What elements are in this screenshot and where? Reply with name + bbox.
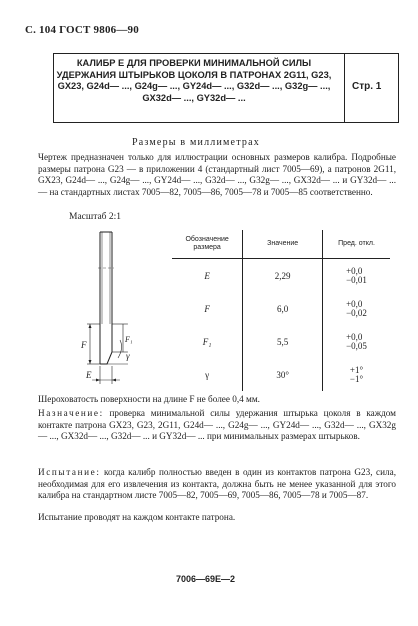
table-row bbox=[172, 358, 390, 391]
title-box bbox=[53, 53, 399, 123]
tol-lower: −1° bbox=[349, 373, 364, 384]
test-text: когда калибр полностью введен в один из контактов патрона G23, сила, необходимая для его извлечения из контакта, должна быть не менее указанной для этого калибра на стандартном листе 7005—82, 7005—69, 7005—86, 7005—78 и 7005—87. bbox=[38, 467, 396, 501]
document-code: 7006—69Е—2 bbox=[176, 574, 236, 584]
table-row bbox=[172, 292, 390, 325]
row-value: 6,0 bbox=[243, 292, 323, 325]
purpose-label: Назначение: bbox=[38, 408, 104, 418]
tol-upper: +1° bbox=[349, 364, 364, 375]
sheet-page-label: Стр. 1 bbox=[352, 81, 382, 92]
tol-lower: −0,02 bbox=[346, 307, 367, 318]
dim-label-f: F bbox=[81, 340, 87, 350]
purpose-text: проверка минимальной силы удержания штырька цоколя в каждом контакте патрона GX23, G23, 2G11, G24d— ..., G24g— ..., GY24d— ..., G32d— ..., GX32g— ..., GX32d— ..., G32d— ... и GY32d— ... при минимальных размерах штырьков. bbox=[38, 408, 396, 442]
units-note: Размеры в миллиметрах bbox=[132, 137, 260, 148]
row-tolerance bbox=[323, 259, 390, 293]
tol-lower: −0,05 bbox=[346, 340, 367, 351]
table-row bbox=[172, 259, 390, 293]
row-symbol: E bbox=[204, 270, 210, 281]
dim-label-f1: F₁ bbox=[125, 335, 133, 344]
row-symbol: γ bbox=[205, 369, 210, 380]
test-paragraph bbox=[38, 467, 396, 502]
intro-paragraph: Чертеж предназначен только для иллюстрации основных размеров калибра. Подробные размеры патрона G23 — в приложении 4 (стандартный лист 7005—69), а патронов 2G11, GX23, G24d— ..., G24g— ..., GY24d— ..., G32d— ..., G32g— ..., GX32d— ... и GY32d— ... — на стандартных листах 7005—82, 7005—86, 7005—78 и 7005—85 соответственно. bbox=[38, 152, 396, 197]
tol-upper: +0,0 bbox=[346, 265, 363, 276]
tol-upper: +0,0 bbox=[346, 331, 363, 342]
tip-chamfer bbox=[100, 352, 112, 364]
angle-gamma-arc bbox=[118, 340, 122, 358]
header-value: Значение bbox=[243, 230, 323, 259]
dim-label-gamma: γ bbox=[126, 351, 130, 361]
document-title: КАЛИБР Е ДЛЯ ПРОВЕРКИ МИНИМАЛЬНОЙ СИЛЫ УДЕРЖАНИЯ ШТЫРЬКОВ ЦОКОЛЯ В ПАТРОНАХ 2G11, G23, GX23, G24d— ..., G24g— ..., GY24d— ..., G32d— ..., G32g— ..., GX32d— ..., GY32d— ... bbox=[56, 58, 332, 103]
page-header: С. 104 ГОСТ 9806—90 bbox=[25, 24, 139, 36]
test-label: Испытание: bbox=[38, 467, 101, 477]
gauge-pin-drawing bbox=[78, 228, 170, 390]
roughness-note: Шероховатость поверхности на длине F не более 0,4 мм. bbox=[38, 394, 260, 404]
title-divider bbox=[344, 54, 345, 122]
row-tolerance bbox=[323, 292, 390, 325]
row-value: 5,5 bbox=[243, 325, 323, 358]
row-symbol: F bbox=[204, 303, 210, 314]
row-tolerance bbox=[323, 325, 390, 358]
row-value: 2,29 bbox=[243, 259, 323, 293]
purpose-paragraph bbox=[38, 408, 396, 443]
header-designation: Обозначение размера bbox=[172, 230, 243, 259]
row-tolerance bbox=[323, 358, 390, 391]
row-value: 30° bbox=[243, 358, 323, 391]
final-sentence: Испытание проводят на каждом контакте патрона. bbox=[38, 512, 236, 522]
row-symbol: F₁ bbox=[202, 336, 212, 347]
table-row bbox=[172, 325, 390, 358]
scale-label: Масштаб 2:1 bbox=[69, 212, 122, 222]
tol-lower: −0,01 bbox=[346, 274, 367, 285]
dimensions-table bbox=[172, 230, 390, 391]
dim-label-e: E bbox=[86, 370, 92, 380]
tol-upper: +0,0 bbox=[346, 298, 363, 309]
header-tolerance: Пред. откл. bbox=[323, 230, 390, 259]
table-header-row bbox=[172, 230, 390, 259]
